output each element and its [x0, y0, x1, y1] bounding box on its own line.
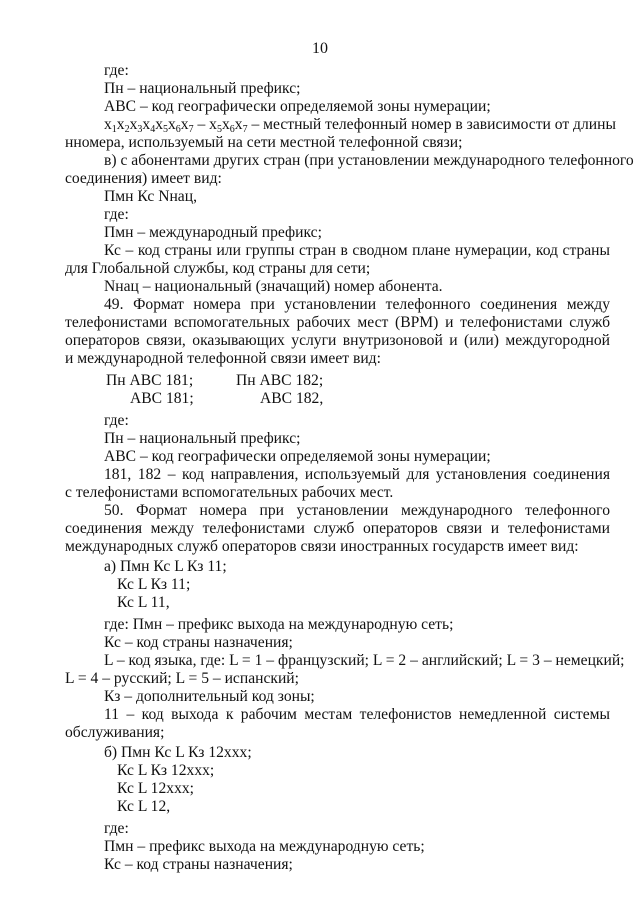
text-line: L = 4 – русский; L = 5 – испанский; [65, 670, 299, 687]
formula: Кс L Кз 11; [117, 576, 191, 593]
formula: б) Пмн Кс L Кз 12ххх; [104, 744, 252, 761]
text-line: Пмн – префикс выхода на международную сеть; [104, 838, 425, 855]
formula: Кс L 12, [117, 798, 171, 815]
text-line: для Глобальной службы, код страны для сети; [65, 260, 371, 277]
text-line: международных служб операторов связи иностранных государств имеет вид: [65, 538, 579, 555]
text-line: 181, 182 – код направления, используемый для установления соединения [104, 466, 610, 483]
text-line: Пмн Кс Nнац, [104, 188, 197, 205]
text-line: где: [104, 412, 129, 429]
text-line: Nнац – национальный (значащий) номер абонента. [104, 278, 443, 295]
text-line: 11 – код выхода к рабочим местам телефонистов немедленной системы [104, 706, 610, 723]
text-line: Кз – дополнительный код зоны; [104, 688, 315, 705]
text-line: где: [104, 62, 129, 79]
text-line: и международной телефонной связи имеет вид: [65, 350, 381, 367]
text-line: с телефонистами вспомогательных рабочих мест. [65, 484, 394, 501]
text-line: где: [104, 820, 129, 837]
text-line: Кс – код страны назначения; [104, 634, 293, 651]
formula: ABC 181; [130, 390, 194, 407]
text-line: Кс – код страны или группы стран в сводном плане нумерации, код страны [104, 242, 610, 259]
formula: Пн ABC 182; [236, 372, 324, 389]
text-line: нномера, используемый на сети местной телефонной связи; [65, 134, 463, 151]
text-line: Кс – код страны назначения; [104, 856, 293, 873]
text-line: соединения между телефонистами служб операторов связи и телефонистами [65, 520, 610, 537]
text-line: где: [104, 206, 129, 223]
text-line: телефонистами вспомогательных рабочих мест (ВРМ) и телефонистами служб [65, 314, 610, 331]
local-number-formula-line: $x_1x_2x_3x_4x_5x_6x_7 - x_5x_6x_7$ – местный телефонный номер в зависимости от длины [104, 116, 616, 135]
text-line: ABC – код географически определяемой зоны нумерации; [104, 98, 491, 115]
text-line: ABC – код географически определяемой зоны нумерации; [104, 448, 491, 465]
paragraph-50-heading: 50. Формат номера при установлении международного телефонного [104, 502, 610, 519]
formula: Пн ABC 181; [106, 372, 194, 389]
text-line: соединения) имеет вид: [65, 170, 222, 187]
formula: Кс L 12ххх; [117, 780, 194, 797]
formula: Кс L 11, [117, 594, 170, 611]
text-line: L – код языка, где: L = 1 – французский; L = 2 – английский; L = 3 – немецкий; [104, 652, 625, 669]
text-line: Пн – национальный префикс; [104, 80, 301, 97]
text-line: обслуживания; [65, 724, 165, 741]
text-line: Пмн – международный префикс; [104, 224, 322, 241]
page-number: 10 [312, 40, 328, 57]
text-line: операторов связи, оказывающих услуги внутризоновой и (или) междугородной [65, 332, 610, 349]
paragraph-49-heading: 49. Формат номера при установлении телефонного соединения между [104, 296, 610, 313]
text-line: где: Пмн – префикс выхода на международную сеть; [104, 616, 454, 633]
text-line: Пн – национальный префикс; [104, 430, 301, 447]
formula: Кс L Кз 12ххх; [117, 762, 215, 779]
local-number-formula: $x_1x_2x_3x_4x_5x_6x_7 - x_5x_6x_7$ [104, 116, 248, 135]
text-line: в) с абонентами других стран (при установлении международного телефонного [104, 152, 634, 169]
formula: а) Пмн Кс L Кз 11; [104, 558, 227, 575]
formula: ABC 182, [260, 390, 324, 407]
